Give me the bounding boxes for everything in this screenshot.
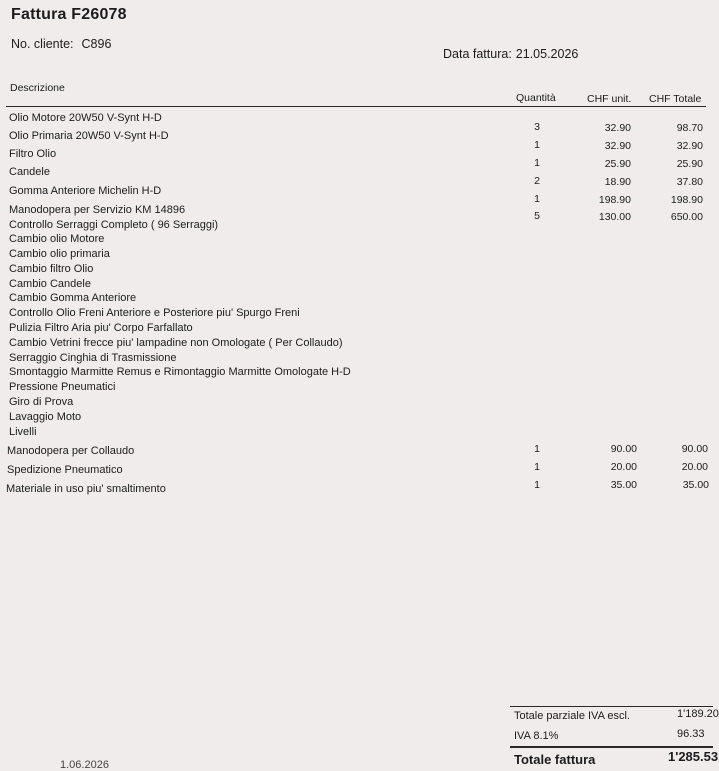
- row-description: Smontaggio Marmitte Remus e Rimontaggio Marmitte Omologate H-D: [9, 366, 351, 378]
- row-description: Manodopera per Collaudo: [7, 445, 135, 457]
- subtotal-label: Totale parziale IVA escl.: [514, 710, 630, 722]
- table-row: [0, 248, 713, 264]
- table-row: [0, 112, 713, 134]
- header-total: CHF Totale: [649, 93, 702, 105]
- row-unit-price: 198.90: [598, 194, 631, 206]
- totals-double-rule: [510, 746, 713, 748]
- row-quantity: 1: [534, 461, 540, 473]
- table-row: [0, 307, 713, 323]
- row-description: Lavaggio Moto: [9, 411, 82, 423]
- row-total: 37.80: [676, 176, 703, 188]
- table-row: [0, 396, 713, 412]
- row-unit-price: 130.00: [598, 211, 631, 223]
- table-row: [0, 148, 713, 170]
- invoice-date: [443, 47, 578, 61]
- row-description: Serraggio Cinghia di Trasmissione: [9, 352, 177, 364]
- table-row: [0, 130, 713, 152]
- table-row: [0, 233, 713, 249]
- table-row: [0, 185, 713, 206]
- row-description: Materiale in uso piu' smaltimento: [6, 483, 166, 495]
- table-row: [0, 461, 713, 480]
- table-row: [0, 322, 713, 338]
- row-description: Giro di Prova: [9, 396, 74, 408]
- row-description: Filtro Olio: [9, 148, 57, 160]
- row-unit-price: 32.90: [604, 122, 631, 134]
- footer-date-fragment: 1.06.2026: [60, 759, 109, 771]
- total-value: 1'285.53: [668, 749, 719, 764]
- invoice-title: Fattura F26078: [11, 6, 127, 23]
- row-quantity: 1: [534, 479, 540, 491]
- row-total: 20.00: [681, 461, 708, 473]
- row-total: 98.70: [676, 122, 703, 134]
- row-unit-price: 25.90: [604, 158, 631, 170]
- row-description: Spedizione Pneumatico: [7, 464, 123, 476]
- row-quantity: 1: [534, 443, 540, 455]
- row-description: Olio Motore 20W50 V-Synt H-D: [9, 112, 162, 124]
- row-quantity: 1: [534, 193, 540, 205]
- row-unit-price: 18.90: [604, 176, 631, 188]
- table-row: [0, 292, 713, 308]
- total-label: Totale fattura: [514, 752, 596, 767]
- header-quantity: Quantità: [516, 92, 556, 104]
- row-description: Livelli: [9, 426, 37, 438]
- subtotal-value: 1'189.20: [677, 708, 719, 720]
- row-description: Cambio olio Motore: [9, 233, 105, 245]
- date-value: 21.05.2026: [515, 47, 579, 61]
- table-row: [0, 337, 713, 353]
- row-quantity: 5: [534, 210, 540, 222]
- row-unit-price: 32.90: [604, 140, 631, 152]
- vat-value: 96.33: [677, 728, 705, 740]
- header-unit-price: CHF unit.: [587, 93, 632, 105]
- table-row: [0, 411, 713, 427]
- row-quantity: 2: [534, 175, 540, 187]
- table-row: [0, 366, 713, 382]
- customer-label: No. cliente:: [11, 37, 74, 51]
- row-total: 25.90: [676, 158, 703, 170]
- row-description: Cambio filtro Olio: [9, 263, 94, 275]
- table-row: [0, 426, 713, 442]
- vat-label: IVA 8.1%: [514, 730, 559, 742]
- row-description: Pressione Pneumatici: [9, 381, 116, 393]
- row-description: Candele: [9, 166, 50, 178]
- header-description: Descrizione: [10, 82, 65, 94]
- row-description: Cambio Gomma Anteriore: [9, 292, 137, 304]
- row-description: Manodopera per Servizio KM 14896: [9, 204, 186, 216]
- table-row: [0, 263, 713, 279]
- row-description: Olio Primaria 20W50 V-Synt H-D: [9, 130, 169, 142]
- row-total: 198.90: [670, 194, 703, 206]
- header-rule: [6, 106, 706, 107]
- row-total: 35.00: [682, 479, 709, 491]
- row-description: Gomma Anteriore Michelin H-D: [9, 185, 162, 197]
- row-unit-price: 35.00: [610, 479, 637, 491]
- table-row: [0, 445, 713, 461]
- row-unit-price: 90.00: [610, 443, 637, 455]
- table-row: [0, 381, 713, 397]
- row-total: 650.00: [670, 211, 703, 223]
- row-quantity: 1: [534, 139, 540, 151]
- date-label: Data fattura:: [443, 47, 512, 61]
- customer-info: [11, 37, 119, 51]
- table-row: [0, 166, 713, 188]
- row-total: 32.90: [676, 140, 703, 152]
- table-row: [0, 479, 713, 499]
- row-description: Cambio Candele: [9, 278, 91, 290]
- row-unit-price: 20.00: [610, 461, 637, 473]
- table-row: [0, 204, 713, 223]
- row-quantity: 3: [534, 121, 540, 133]
- row-description: Cambio olio primaria: [9, 248, 110, 260]
- row-quantity: 1: [534, 157, 540, 169]
- row-total: 90.00: [681, 443, 708, 455]
- customer-number: C896: [81, 37, 112, 51]
- row-description: Controllo Serraggi Completo ( 96 Serraggi): [9, 219, 219, 231]
- row-description: Controllo Olio Freni Anteriore e Posteriore piu' Spurgo Freni: [9, 307, 300, 319]
- row-description: Cambio Vetrini frecce piu' lampadine non Omologate ( Per Collaudo): [9, 337, 343, 349]
- totals-top-rule: [510, 706, 713, 707]
- row-description: Pulizia Filtro Aria piu' Corpo Farfallato: [9, 322, 193, 334]
